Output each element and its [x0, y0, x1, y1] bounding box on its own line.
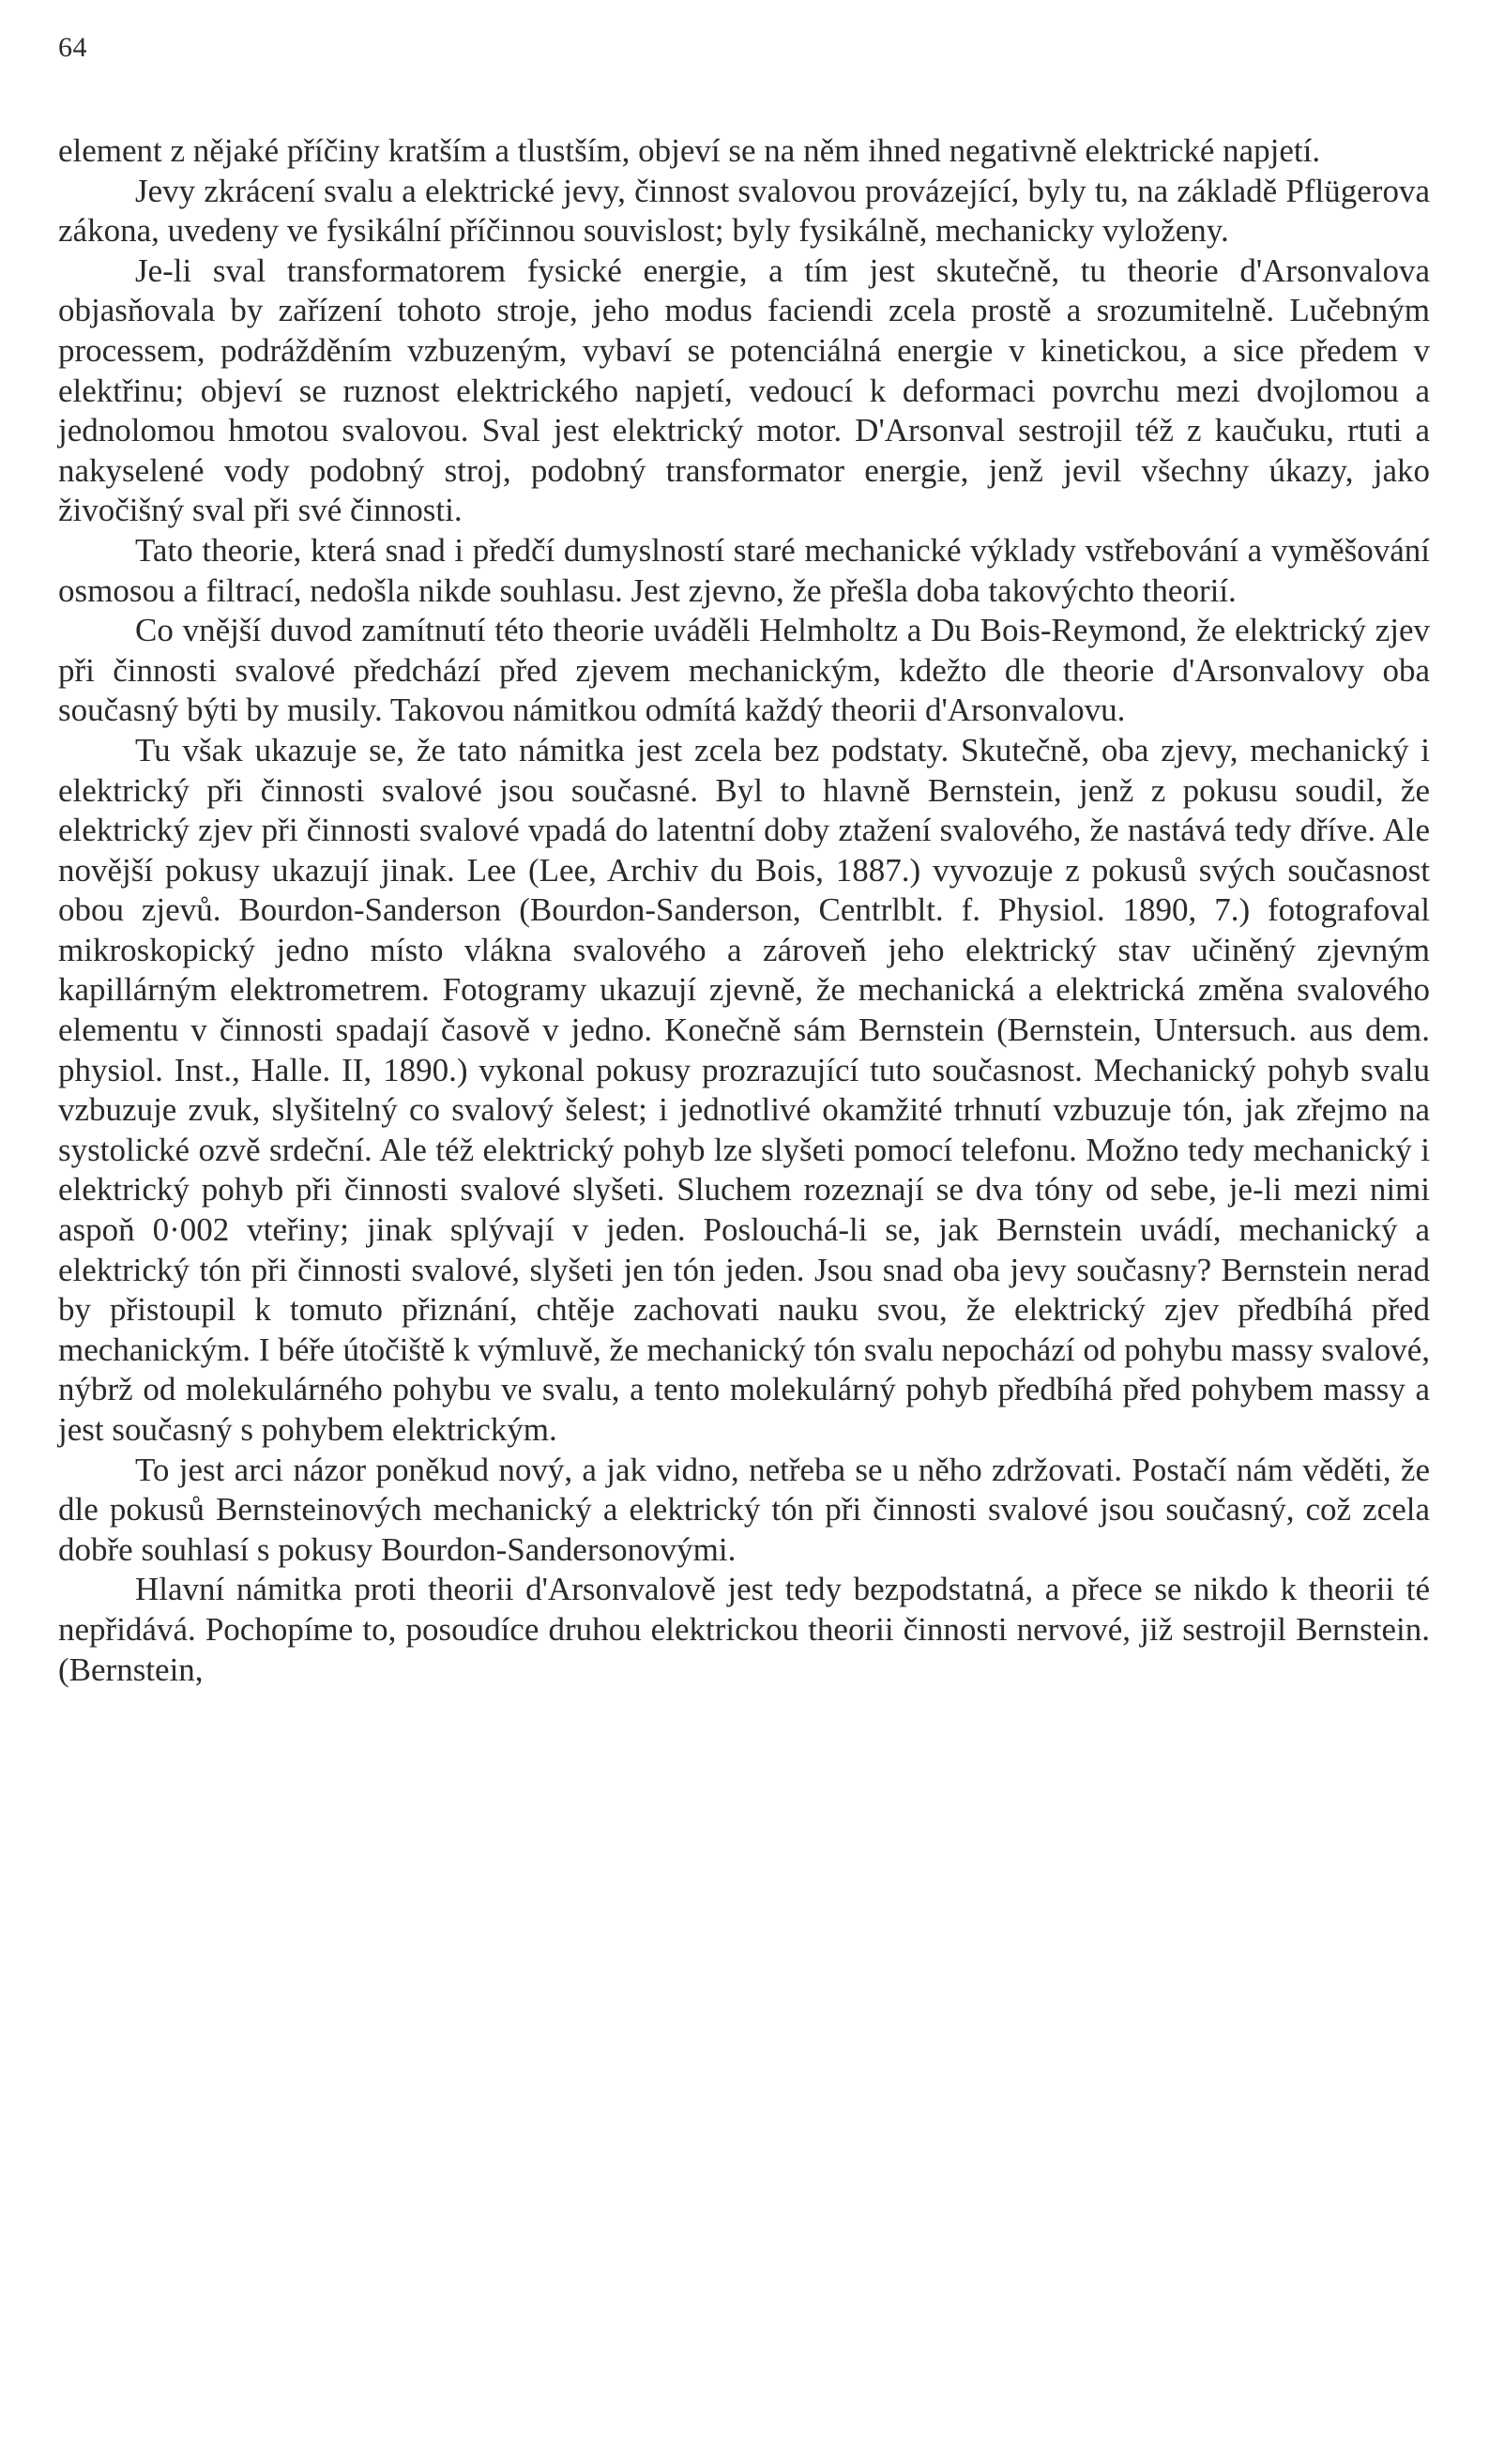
paragraph-8: Hlavní námitka proti theorii d'Arsonvalově jest tedy bezpodstatná, a přece se nikdo k theorii té nepřidává. Pochopíme to, posoudíce druhou elektrickou theorii činnosti nervové, již sestrojil Bernstein. (Bernstein,: [58, 1571, 1430, 1688]
paragraph-1: element z nějaké příčiny kratším a tlustším, objeví se na něm ihned negativně elektrické napjetí.: [58, 132, 1321, 169]
paragraph-4: Tato theorie, která snad i předčí dumyslností staré mechanické výklady vstřebování a vyměšování osmosou a filtrací, nedošla nikde souhlasu. Jest zjevno, že přešla doba takovýchto theorií.: [58, 531, 1430, 609]
paragraph-2: Jevy zkrácení svalu a elektrické jevy, činnost svalovou provázející, byly tu, na základě Pflügerova zákona, uvedeny ve fysikální příčinnou souvislost; byly fysikálně, mechanicky vyloženy.: [58, 172, 1430, 250]
paragraph-5: Co vnější duvod zamítnutí této theorie uváděli Helmholtz a Du Bois-Reymond, že elektrický zjev při činnosti svalové předchází před zjevem mechanickým, kdežto dle theorie d'Arsonvalovy oba současný býti by musily. Takovou námitkou odmítá každý theorii d'Arsonvalovu.: [58, 612, 1430, 729]
paragraph-3: Je-li sval transformatorem fysické energie, a tím jest skutečně, tu theorie d'Arsonvalova objasňovala by zařízení tohoto stroje, jeho modus faciendi zcela prostě a srozumitelně. Lučebným processem, podrážděním vzbuzeným, vybaví se potenciálná energie v kinetickou, a sice předem v elektřinu; objeví se ruznost elektrického napjetí, vedoucí k deformaci povrchu mezi dvojlomou a jednolomou hmotou svalovou. Sval jest elektrický motor. D'Arsonval sestrojil též z kaučuku, rtuti a nakyselené vody podobný stroj, podobný transformator energie, jenž jevil všechny úkazy, jako živočišný sval při své činnosti.: [58, 251, 1430, 529]
body-text: [58, 131, 1430, 1690]
paragraph-6: Tu však ukazuje se, že tato námitka jest zcela bez podstaty. Skutečně, oba zjevy, mechanický i elektrický při činnosti svalové jsou současné. Byl to hlavně Bernstein, jenž z pokusu soudil, že elektrický zjev při činnosti svalové vpadá do latentní doby ztažení svalového, že nastává tedy dříve. Ale novější pokusy ukazují jinak. Lee (Lee, Archiv du Bois, 1887.) vyvozuje z pokusů svých současnost obou zjevů. Bourdon-Sanderson (Bourdon-Sanderson, Centrlblt. f. Physiol. 1890, 7.) fotografoval mikroskopický jedno místo vlákna svalového a zároveň jeho elektrický stav učiněný zjevným kapillárným elektrometrem. Fotogramy ukazují zjevně, že mechanická a elektrická změna svalového elementu v činnosti spadají časově v jedno. Konečně sám Bernstein (Bernstein, Untersuch. aus dem. physiol. Inst., Halle. II, 1890.) vykonal pokusy prozrazující tuto současnost. Mechanický pohyb svalu vzbuzuje zvuk, slyšitelný co svalový šelest; i jednotlivé okamžité trhnutí vzbuzuje tón, jak zřejmo na systolické ozvě srdeční. Ale též elektrický pohyb lze slyšeti pomocí telefonu. Možno tedy mechanický i elektrický pohyb při činnosti svalové slyšeti. Sluchem rozeznají se dva tóny od sebe, je-li mezi nimi aspoň 0·002 vteřiny; jinak splývají v jeden. Poslouchá-li se, jak Bernstein uvádí, mechanický a elektrický tón při činnosti svalové, slyšeti jen tón jeden. Jsou snad oba jevy současny? Bernstein nerad by přistoupil k tomuto přiznání, chtěje zachovati nauku svou, že elektrický zjev předbíhá před mechanickým. I béře útočiště k výmluvě, že mechanický tón svalu nepochází od pohybu massy svalové, nýbrž od molekulárného pohybu ve svalu, a tento molekulárný pohyb předbíhá před pohybem massy a jest současný s pohybem elektrickým.: [58, 731, 1430, 1448]
page-number: 64: [58, 32, 87, 63]
paragraph-7: To jest arci názor poněkud nový, a jak vidno, netřeba se u něho zdržovati. Postačí nám věděti, že dle pokusů Bernsteinových mechanický a elektrický tón při činnosti svalové jsou současný, což zcela dobře souhlasí s pokusy Bourdon-Sandersonovými.: [58, 1451, 1430, 1568]
